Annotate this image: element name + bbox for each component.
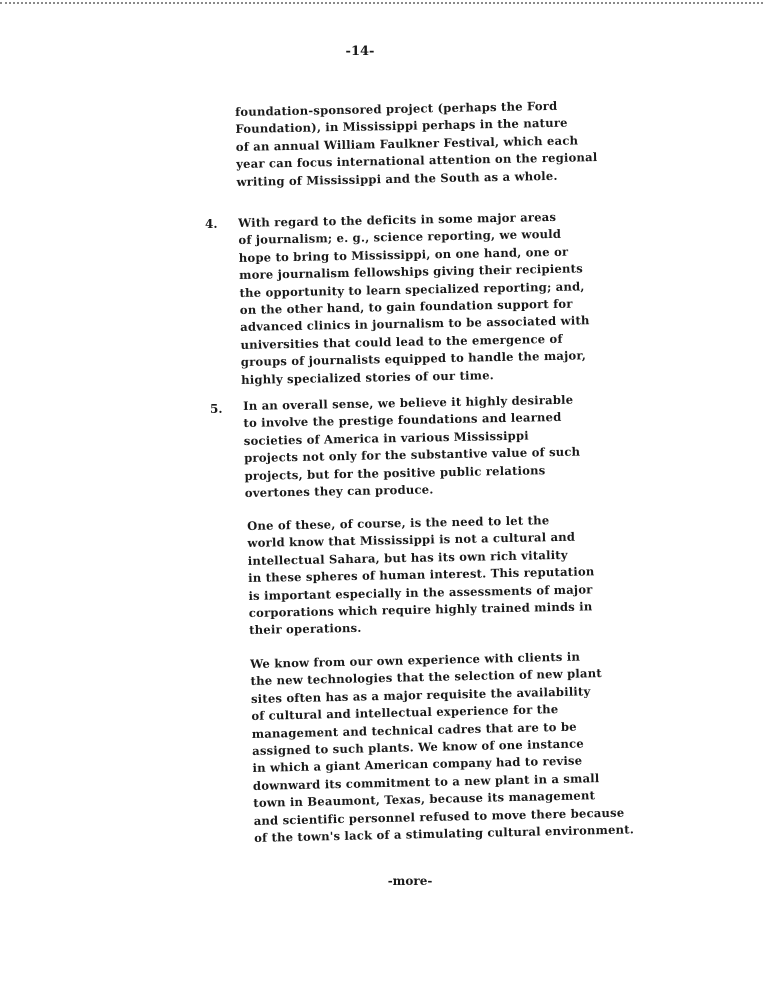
text-line: management and technical cadres that are to be bbox=[251, 719, 577, 741]
text-line: We know from our own experience with clients in bbox=[250, 649, 581, 671]
continuation-paragraph bbox=[235, 97, 598, 191]
text-line: of journalism; e. g., science reporting, we would bbox=[238, 227, 562, 248]
page-number: -14- bbox=[345, 44, 375, 59]
text-line: In an overall sense, we believe it highly desirable bbox=[243, 392, 574, 413]
item-4-number: 4. bbox=[205, 217, 218, 231]
text-line: projects, but for the positive public relations bbox=[244, 462, 546, 483]
text-line: in these spheres of human interest. This reputation bbox=[248, 564, 595, 586]
text-line: more journalism fellowships giving their recipients bbox=[239, 261, 583, 283]
text-line: in which a giant American company had to revise bbox=[252, 753, 583, 776]
text-line: world know that Mississippi is not a cultural and bbox=[247, 530, 576, 551]
text-line: sites often has as a major requisite the availability bbox=[250, 684, 591, 706]
text-line: the new technologies that the selection of new plant bbox=[250, 666, 603, 689]
item-5-number: 5. bbox=[210, 402, 223, 416]
text-line: universities that could lead to the emergence of bbox=[240, 331, 563, 352]
text-line: corporations which require highly trained minds in bbox=[248, 599, 593, 621]
text-line: groups of journalists equipped to handle the major, bbox=[240, 348, 587, 370]
text-line: advanced clinics in journalism to be associated with bbox=[240, 313, 590, 335]
text-line: projects not only for the substantive value of such bbox=[244, 444, 581, 466]
item-4-paragraph bbox=[238, 208, 591, 389]
text-line: highly specialized stories of our time. bbox=[241, 367, 495, 387]
text-line: assigned to such plants. We know of one instance bbox=[251, 736, 584, 759]
text-line: of an annual William Faulkner Festival, which each bbox=[235, 133, 579, 154]
more-footer: -more- bbox=[387, 874, 433, 888]
text-line: hope to bring to Mississippi, on one hand, one or bbox=[238, 244, 569, 265]
text-line: on the other hand, to gain foundation support for bbox=[239, 296, 573, 318]
item-5-paragraph bbox=[243, 392, 581, 503]
text-line: overtones they can produce. bbox=[244, 482, 434, 501]
text-line: town in Beaumont, Texas, because its management bbox=[253, 788, 596, 811]
sub-paragraph-reputation bbox=[247, 511, 596, 639]
text-line: downward its commitment to a new plant in a small bbox=[252, 770, 600, 793]
text-line: Foundation), in Mississippi perhaps in the nature bbox=[235, 116, 568, 137]
text-line: is important especially in the assessments of major bbox=[248, 582, 593, 603]
text-line: With regard to the deficits in some major areas bbox=[238, 209, 557, 230]
text-line: year can focus international attention on the regional bbox=[236, 150, 598, 172]
text-line: the opportunity to learn specialized reporting; and, bbox=[239, 278, 585, 300]
text-line: of the town's lack of a stimulating cultural environment. bbox=[253, 822, 635, 846]
text-line: foundation-sponsored project (perhaps the Ford bbox=[235, 98, 558, 119]
text-line: and scientific personnel refused to move there because bbox=[253, 805, 625, 828]
text-line: One of these, of course, is the need to let the bbox=[247, 513, 550, 533]
top-dotted-border bbox=[0, 2, 763, 4]
text-line: intellectual Sahara, but has its own rich vitality bbox=[247, 547, 568, 568]
text-line: writing of Mississippi and the South as a whole. bbox=[236, 168, 558, 189]
text-line: to involve the prestige foundations and learned bbox=[243, 410, 562, 431]
text-line: of cultural and intellectual experience for the bbox=[251, 702, 559, 724]
text-line: their operations. bbox=[249, 621, 362, 638]
sub-paragraph-experience bbox=[250, 647, 634, 847]
text-line: societies of America in various Mississippi bbox=[243, 428, 529, 448]
